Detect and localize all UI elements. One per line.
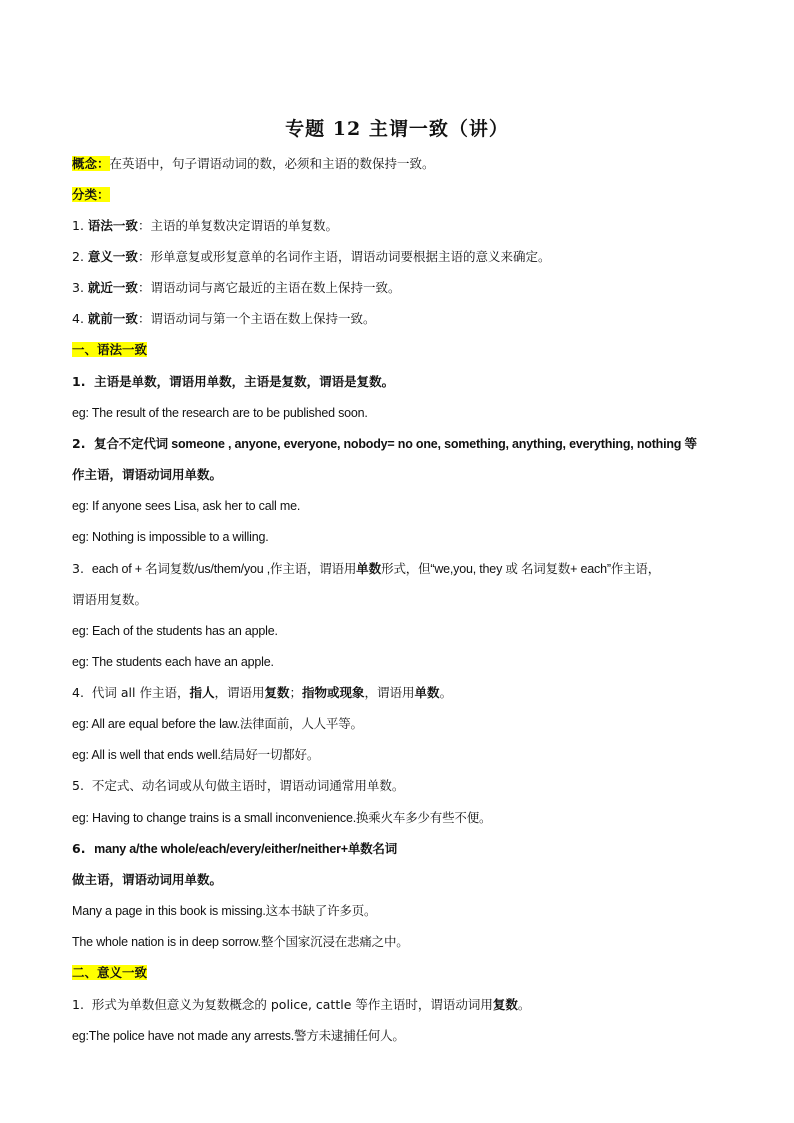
item-text: ：主语的单复数决定谓语的单复数。 [137, 218, 338, 233]
example-line: eg: Nothing is impossible to a willing. [72, 530, 269, 544]
rule-emphasis: 复数 [264, 685, 290, 700]
example-line: eg: All is well that ends well.结局好一切都好。 [72, 748, 320, 762]
rule-emphasis: 指人 [189, 685, 215, 700]
rule-number: 4. [72, 685, 84, 700]
concept-line [72, 155, 732, 173]
section2-rule-1 [72, 996, 732, 1014]
rule-emphasis: 单数 [356, 561, 382, 576]
rule-6-continued: 做主语，谓语动词用单数。 [72, 872, 223, 887]
rule-3 [72, 560, 732, 578]
example-line: eg: If anyone sees Lisa, ask her to call me. [72, 499, 301, 513]
example-line: eg: All are equal before the law.法律面前，人人平等。 [72, 717, 363, 731]
item-name: 意义一致 [87, 249, 138, 264]
item-number: 1. [72, 218, 84, 233]
rule-1 [72, 373, 732, 391]
rule-4 [72, 684, 732, 702]
example-line: Many a page in this book is missing.这本书缺了许多页。 [72, 904, 377, 918]
item-text: ：形单意复或形复意单的名词作主语，谓语动词要根据主语的意义来确定。 [137, 249, 551, 264]
section1-heading-line [72, 341, 732, 359]
classify-item-2 [72, 248, 732, 266]
rule-text: 。 [439, 685, 453, 700]
rule-text: 代词 all 作主语， [91, 685, 190, 700]
section1-heading: 一、语法一致 [72, 342, 148, 357]
rule-2-continued: 作主语，谓语动词用单数。 [72, 467, 223, 482]
rule-3-continued: 谓语用复数。 [72, 592, 148, 607]
rule-text: ，谓语用 [214, 685, 265, 700]
rule-text: 形式为单数但意义为复数概念的 police, cattle 等作主语时，谓语动词用 [91, 997, 493, 1012]
item-number: 4. [72, 311, 84, 326]
section2-heading-line [72, 964, 732, 982]
rule-text: ，谓语用 [364, 685, 415, 700]
rule-text: 复合不定代词 someone , anyone, everyone, nobody= no one, something, anything, everything, nothing 等 [94, 437, 697, 451]
rule-number: 6. [72, 841, 86, 856]
rule-emphasis: 复数 [492, 997, 518, 1012]
concept-label: 概念： [72, 156, 110, 171]
example-line: eg:The police have not made any arrests.警方未逮捕任何人。 [72, 1029, 405, 1043]
rule-emphasis: 单数 [414, 685, 440, 700]
page-title: 专题 12 主谓一致（讲） [285, 118, 509, 140]
item-number: 3. [72, 280, 84, 295]
rule-2 [72, 435, 732, 453]
example-line: eg: The result of the research are to be published soon. [72, 406, 368, 420]
rule-number: 2. [72, 436, 86, 451]
section2-heading: 二、意义一致 [72, 965, 148, 980]
rule-text: each of + 名词复数/us/them/you ,作主语，谓语用 [91, 562, 357, 576]
rule-text: 主语是单数，谓语用单数，主语是复数，谓语是复数。 [94, 374, 395, 389]
classify-item-3 [72, 279, 732, 297]
rule-emphasis: 指物或现象 [302, 685, 365, 700]
item-name: 就近一致 [87, 280, 138, 295]
rule-text: ； [289, 685, 303, 700]
concept-text: 在英语中，句子谓语动词的数，必须和主语的数保持一致。 [109, 156, 435, 171]
rule-text: 。 [517, 997, 531, 1012]
example-line: eg: Having to change trains is a small inconvenience.换乘火车多少有些不便。 [72, 811, 492, 825]
item-text: ：谓语动词与第一个主语在数上保持一致。 [137, 311, 376, 326]
example-line: The whole nation is in deep sorrow.整个国家沉浸在悲痛之中。 [72, 935, 409, 949]
item-name: 语法一致 [87, 218, 138, 233]
classify-item-1 [72, 217, 732, 235]
classify-item-4 [72, 310, 732, 328]
rule-5 [72, 777, 732, 795]
classify-line [72, 186, 732, 204]
rule-text: many a/the whole/each/every/either/neither+单数名词 [94, 842, 398, 856]
rule-text: 不定式、动名词或从句做主语时，谓语动词通常用单数。 [91, 778, 405, 793]
rule-number: 1. [72, 997, 84, 1012]
rule-number: 1. [72, 374, 86, 389]
rule-text: 形式，但“we,you, they 或 名词复数+ each”作主语， [381, 562, 661, 576]
example-line: eg: The students each have an apple. [72, 655, 274, 669]
item-text: ：谓语动词与离它最近的主语在数上保持一致。 [137, 280, 401, 295]
rule-number: 5. [72, 778, 84, 793]
item-name: 就前一致 [87, 311, 138, 326]
rule-6 [72, 840, 732, 858]
rule-number: 3. [72, 561, 84, 576]
item-number: 2. [72, 249, 84, 264]
example-line: eg: Each of the students has an apple. [72, 624, 278, 638]
classify-label: 分类： [72, 187, 110, 202]
